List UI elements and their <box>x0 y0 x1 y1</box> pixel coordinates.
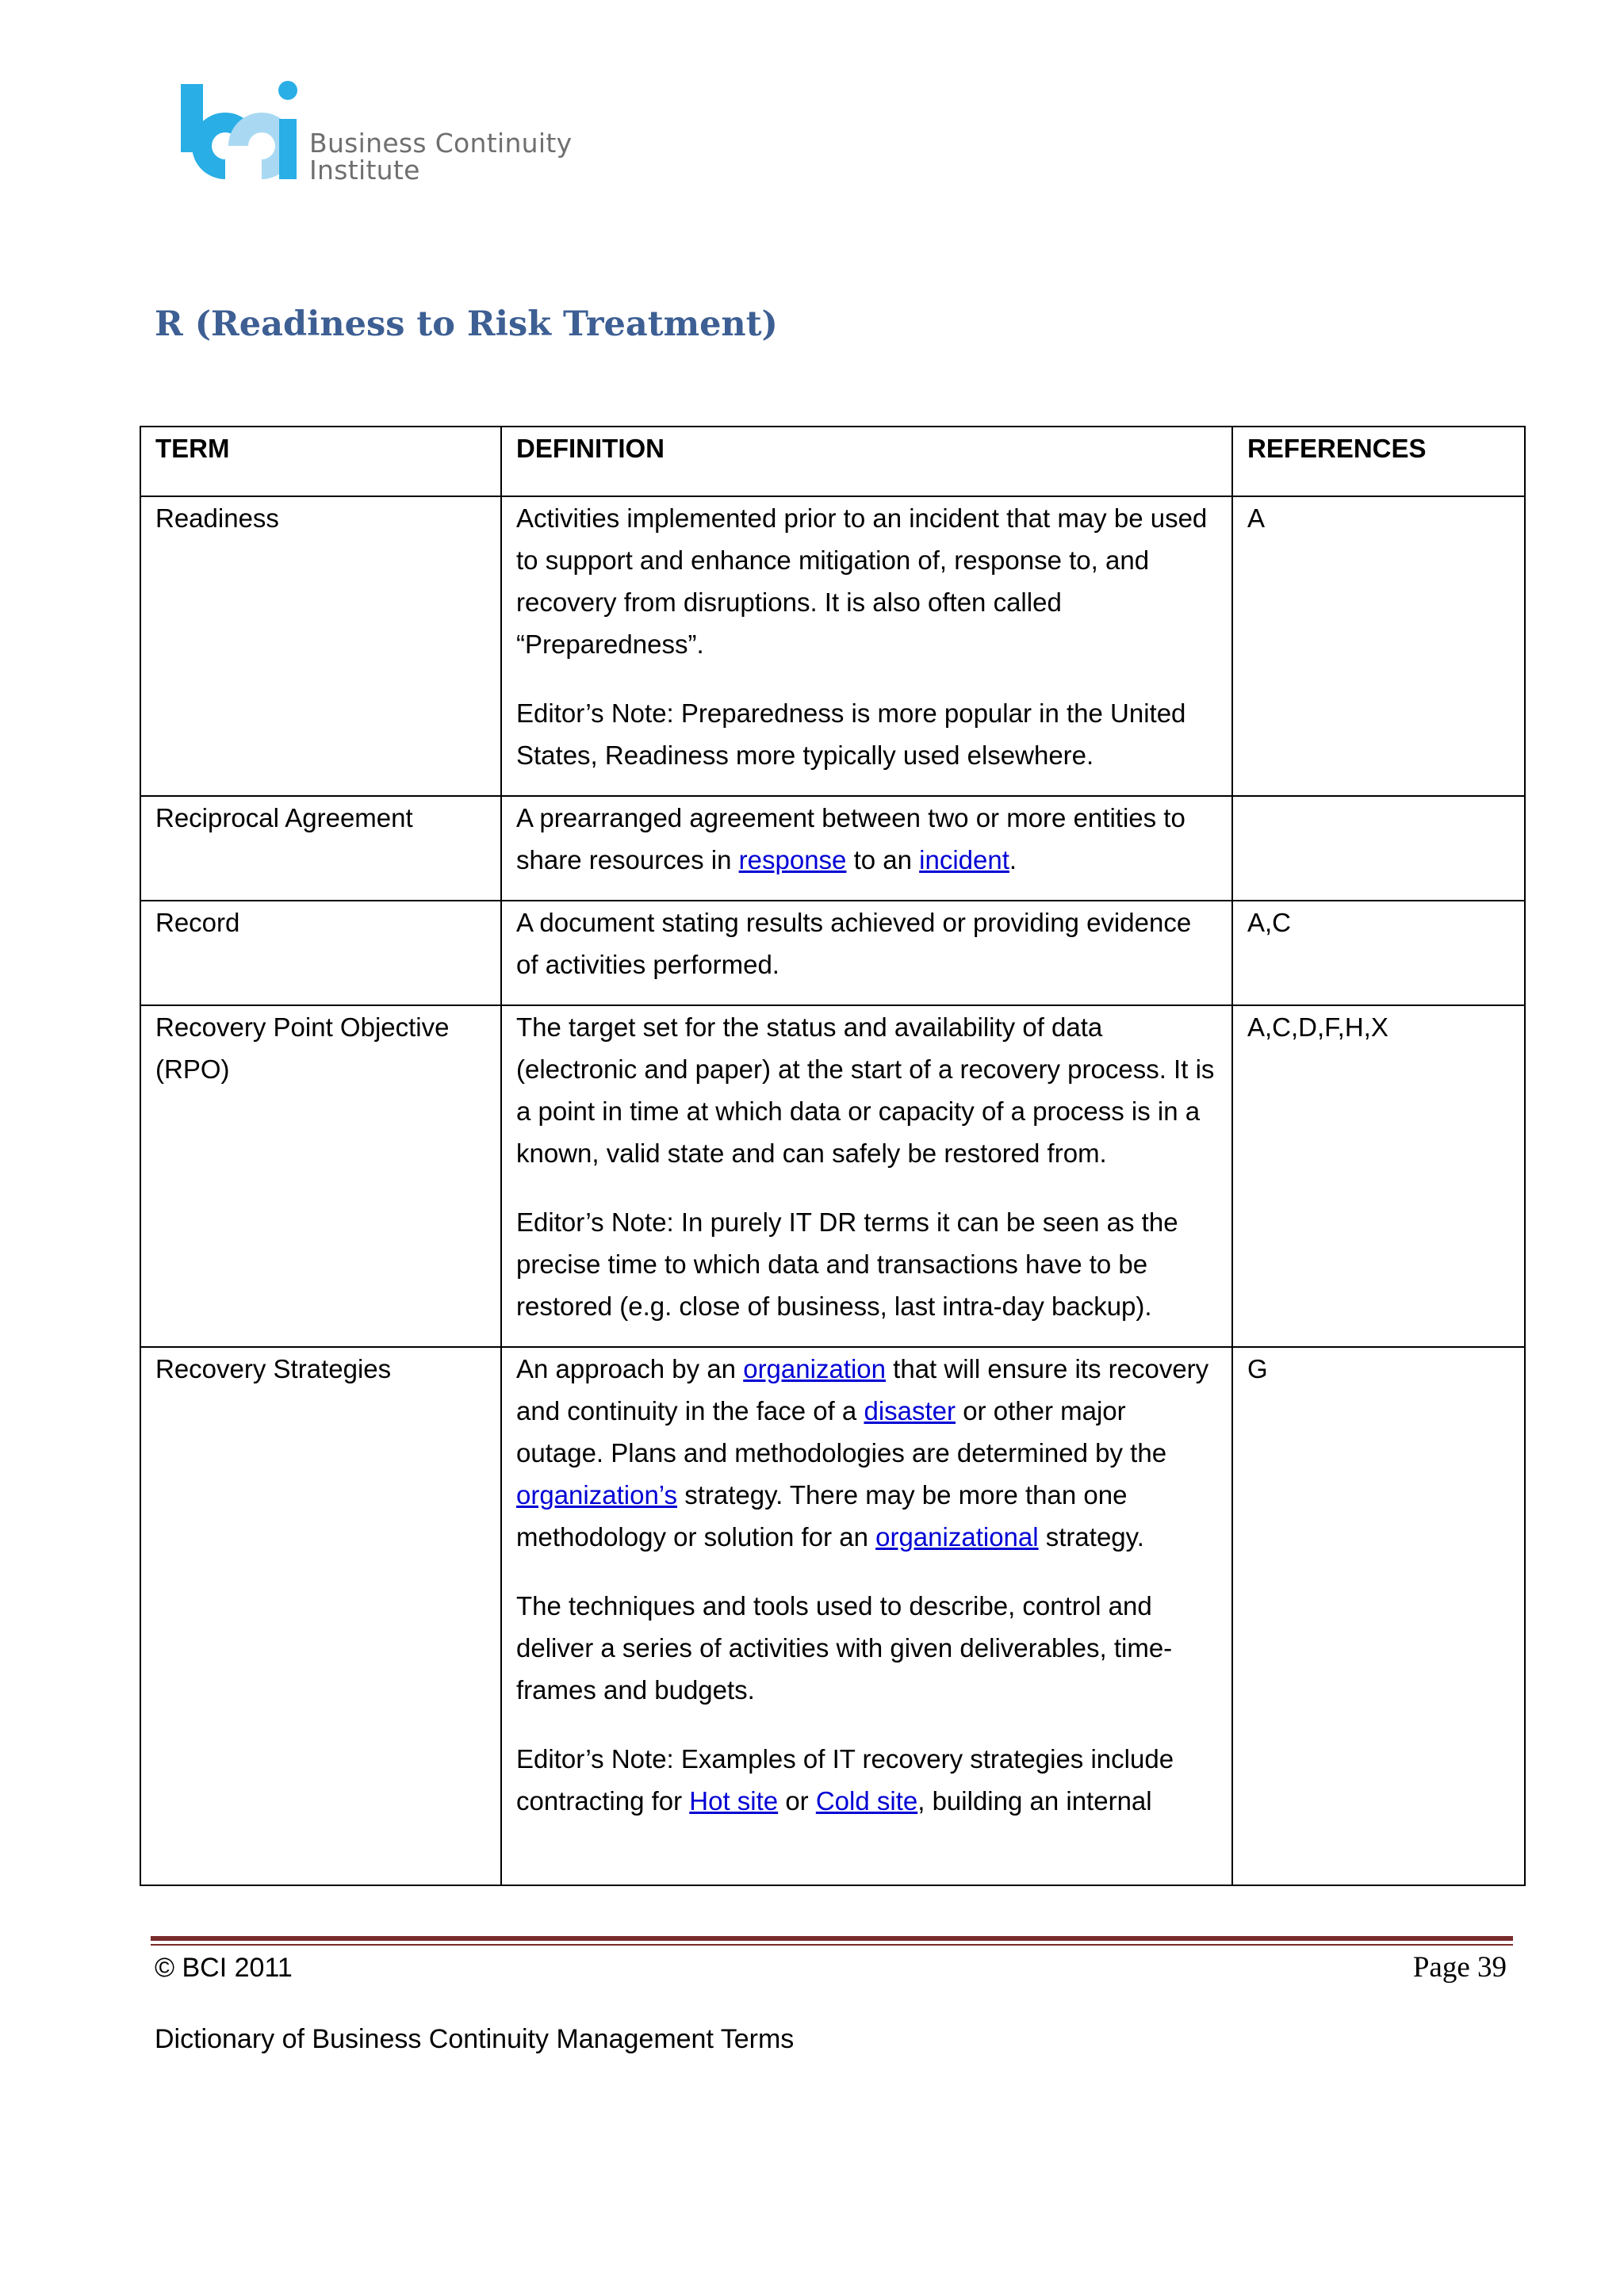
bci-logo <box>176 79 573 190</box>
table-row <box>140 1347 1525 1885</box>
footer-divider <box>151 1936 1513 1941</box>
references-cell: A,C <box>1232 901 1525 1005</box>
definition-text: A prearranged agreement between two or more entities to share resources in <box>516 803 1185 874</box>
table-row <box>140 1005 1525 1347</box>
definition-text: Editor’s Note: Examples of IT recovery strategies include contracting for <box>516 1744 1174 1816</box>
footer-divider-thin <box>151 1944 1513 1946</box>
definition-paragraph: The techniques and tools used to describe, control and deliver a series of activities with given deliverables, time-frames and budgets. <box>516 1591 1173 1705</box>
table-row <box>140 796 1525 901</box>
references-cell: A <box>1232 496 1525 796</box>
term-cell: Recovery Strategies <box>140 1347 501 1885</box>
references-cell <box>1232 796 1525 901</box>
link-hot-site[interactable]: Hot site <box>689 1786 779 1816</box>
definition-text: . <box>1009 845 1017 874</box>
footer-copyright: © BCI 2011 <box>155 1953 293 1983</box>
footer-document-title: Dictionary of Business Continuity Management Terms <box>155 2024 795 2054</box>
definition-text: or other major outage. Plans and methodologies are determined by the <box>516 1396 1167 1468</box>
editor-note: Editor’s Note: Preparedness is more popular in the United States, Readiness more typically used elsewhere. <box>516 698 1186 770</box>
link-organization[interactable]: organization <box>743 1354 887 1383</box>
definition-paragraph: A document stating results achieved or providing evidence of activities performed. <box>516 908 1192 979</box>
header-references: REFERENCES <box>1232 427 1525 496</box>
header-term: TERM <box>140 427 501 496</box>
link-organizational[interactable]: organizational <box>875 1522 1039 1552</box>
footer-page-number: Page 39 <box>1412 1951 1507 1984</box>
definition-cell <box>501 901 1232 1005</box>
definition-text: strategy. There may be more than one methodology or solution for an <box>516 1480 1128 1552</box>
table-row <box>140 901 1525 1005</box>
link-incident[interactable]: incident <box>919 845 1009 874</box>
definition-paragraph <box>516 797 1219 881</box>
section-title: R (Readiness to Risk Treatment) <box>155 304 778 344</box>
definition-text: that will ensure its recovery and continuity in the face of a <box>516 1354 1209 1425</box>
link-organizations[interactable]: organization’s <box>516 1480 678 1510</box>
term-cell: Recovery Point Objective (RPO) <box>140 1005 501 1347</box>
logo-text <box>309 130 572 184</box>
header-definition: DEFINITION <box>501 427 1232 496</box>
definition-paragraph: Activities implemented prior to an incident that may be used to support and enhance mitigation of, response to, and recovery from disruptions. It is also often called “Preparedness”. <box>516 503 1208 659</box>
references-cell: A,C,D,F,H,X <box>1232 1005 1525 1347</box>
link-cold-site[interactable]: Cold site <box>815 1786 918 1816</box>
terms-table <box>140 426 1526 1886</box>
editor-note: Editor’s Note: In purely IT DR terms it can be seen as the precise time to which data and transactions have to be restored (e.g. close of business, last intra-day backup). <box>516 1207 1178 1321</box>
editor-note <box>516 1738 1219 1822</box>
definition-paragraph <box>516 1348 1219 1558</box>
term-cell: Reciprocal Agreement <box>140 796 501 901</box>
definition-text: strategy. <box>1038 1522 1144 1552</box>
definition-clip <box>516 1348 1219 1866</box>
definition-cell <box>501 496 1232 796</box>
term-cell: Record <box>140 901 501 1005</box>
definition-text: , building an internal <box>917 1786 1152 1816</box>
definition-cell <box>501 1347 1232 1885</box>
link-response[interactable]: response <box>738 845 847 874</box>
table-header-row <box>140 427 1525 496</box>
term-cell: Readiness <box>140 496 501 796</box>
logo-text-line2: Institute <box>309 155 420 186</box>
definition-cell <box>501 796 1232 901</box>
logo-text-line1: Business Continuity <box>309 128 573 159</box>
definition-text: An approach by an <box>516 1354 744 1383</box>
bci-logo-mark <box>176 79 311 182</box>
definition-text: or <box>778 1786 816 1816</box>
link-disaster[interactable]: disaster <box>864 1396 956 1425</box>
table-row <box>140 496 1525 796</box>
definition-text: to an <box>846 845 920 874</box>
definition-paragraph: The target set for the status and availability of data (electronic and paper) at the start of a recovery process. It is a point in time at which data or capacity of a process is in a known, valid state and can safely be restored from. <box>516 1012 1215 1168</box>
references-cell: G <box>1232 1347 1525 1885</box>
definition-cell <box>501 1005 1232 1347</box>
